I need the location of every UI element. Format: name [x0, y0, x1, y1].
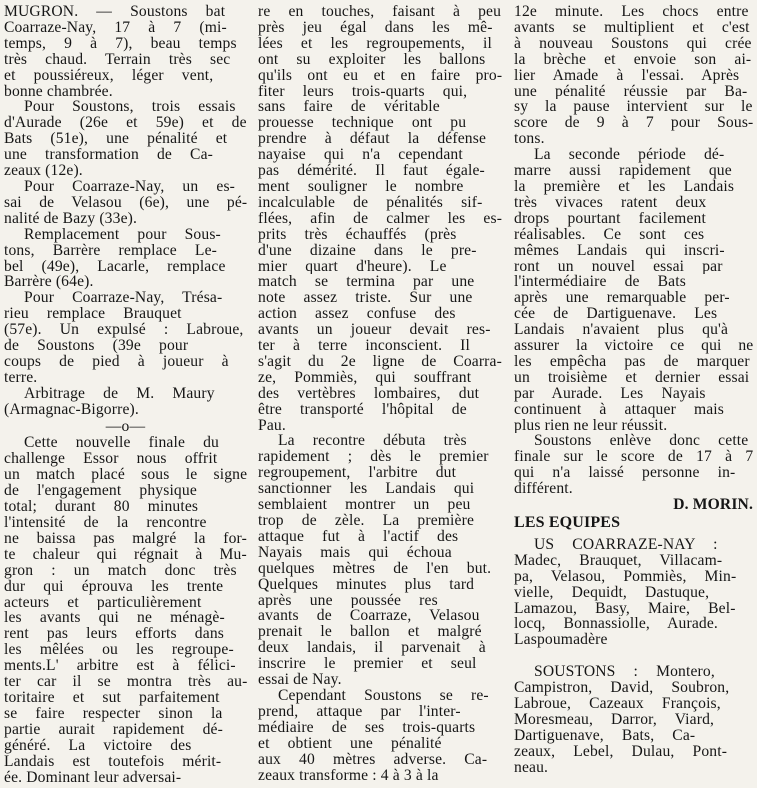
text-line: Coarraze-Nay, 17 à 7 (mi-: [4, 19, 227, 36]
text-line: partie aurait rapidement dé-: [4, 721, 223, 738]
text-line: quelques mètres de l'en but.: [258, 560, 492, 577]
text-line: d'Aurade (26e et 59e) et de: [4, 115, 247, 132]
coarraze-replacements: [4, 290, 247, 385]
text-line: les mêlées ou les regroupe-: [4, 642, 234, 659]
text-line: temps, 9 à 7), beau temps: [4, 35, 237, 52]
text-line: tons, Barrère remplace Le-: [4, 242, 218, 259]
text-line: regroupement, l'arbitre dut: [258, 465, 457, 482]
text-line: dur qui éprouva les trente: [4, 578, 224, 595]
text-line: ter car il se montra très au-: [4, 674, 247, 690]
match-report-continued: [258, 4, 502, 433]
text-line: différent.: [514, 481, 573, 498]
text-line: médiaire de ses trois-quarts: [258, 719, 476, 736]
match-report-intro: [4, 435, 247, 785]
text-line: US COARRAZE-NAY :: [534, 536, 718, 553]
text-line: vielle, Dequidt, Dastuque,: [514, 584, 710, 601]
text-line: Laspoumadère: [514, 632, 608, 649]
text-line: une transformation de Ca-: [4, 147, 213, 164]
text-line: continuent à attaquer mais: [514, 401, 725, 418]
article-column-2: [258, 4, 502, 783]
text-line: Barrère (64e).: [4, 274, 94, 291]
text-line: cée de Dartiguenave. Les: [514, 306, 718, 323]
text-line: pas démérité. Il faut égale-: [258, 163, 485, 179]
text-line: lées et les regroupements, il: [258, 35, 492, 52]
text-line: les empêcha pas de marquer: [514, 353, 750, 370]
text-line: Dartiguenave, Bats, Ca-: [514, 727, 696, 744]
text-line: des vertèbres lombaires, dut: [258, 385, 480, 402]
text-line: se faire respecter sinon la: [4, 705, 223, 722]
text-line: MUGRON. — Soustons bat: [4, 4, 226, 20]
text-line: ne baissa pas malgré la for-: [4, 530, 247, 547]
text-line: rapidement ; dès le premier: [258, 449, 489, 466]
text-line: Labroue, Cazeaux François,: [514, 696, 721, 712]
text-line: Arbitrage de M. Maury: [24, 385, 215, 402]
text-line: rieu remplace Brauquet: [4, 306, 182, 323]
text-line: mêmes Landais qui inscri-: [514, 242, 725, 259]
text-line: prenait le ballon et malgré: [258, 624, 482, 641]
text-line: sans faire de véritable: [258, 99, 440, 116]
text-line: Pour Coarraze-Nay, Trésa-: [24, 290, 223, 307]
text-line: zeaux transforme : 4 à 3 à la: [258, 767, 439, 784]
text-line: semblaient montrer un peu: [258, 497, 471, 513]
text-line: ront un nouvel essai par: [514, 258, 723, 275]
text-line: (57e). Un expulsé : Labroue,: [4, 322, 244, 339]
text-line: Nayais mais qui échoua: [258, 544, 452, 561]
text-line: un troisième et dernier essai: [514, 369, 750, 386]
text-line: Quelques minutes plus tard: [258, 576, 475, 593]
text-line: Moresmeau, Darror, Viard,: [514, 711, 715, 728]
text-line: terre.: [4, 369, 38, 386]
text-line: un match placé sous le signe: [4, 467, 247, 484]
text-line: neau.: [514, 759, 549, 776]
text-line: bonne chambrée.: [4, 83, 113, 100]
text-line: flées, afin de calmer les es-: [258, 210, 502, 227]
text-line: sanctionner les Landais qui: [258, 481, 475, 498]
text-line: nalité de Bazy (33e).: [4, 210, 138, 227]
text-line: score de 9 à 7 pour Sous-: [514, 115, 753, 132]
text-line: réalisables. Ce sont ces: [514, 226, 705, 243]
text-line: la brèche et envoie son ai-: [514, 51, 752, 68]
text-line: locq, Bonnassiolle, Aurade.: [514, 616, 718, 633]
text-line: près jeu égal dans les mê-: [258, 19, 493, 36]
text-line: Madec, Brauquet, Villacam-: [514, 552, 723, 569]
text-line: l'intensité de la rencontre: [4, 515, 207, 531]
text-line: 12e minute. Les chocs entre: [514, 4, 749, 20]
text-line: de Soustons (39e pour: [4, 338, 189, 354]
text-line: et poussiéreux, léger vent,: [4, 67, 214, 84]
referee-info: [4, 386, 247, 418]
text-line: assurer la victoire ce qui ne: [514, 338, 753, 354]
text-line: Cette nouvelle finale du: [24, 435, 219, 452]
text-line: qui n'a laissé personne in-: [514, 465, 736, 482]
text-line: à nouveau Soustons qui crée: [514, 35, 752, 52]
conclusion-paragraph: [514, 433, 753, 497]
text-line: prouesse technique ont pu: [258, 115, 467, 132]
text-line: et obtient une pénalité: [258, 735, 442, 752]
text-line: ment souligner le nombre: [258, 178, 464, 195]
text-line: La seconde période dé-: [534, 147, 725, 164]
text-line: deux landais, il parvenait à: [258, 640, 486, 657]
second-half-paragraph: [514, 147, 753, 433]
text-line: SOUSTONS : Montero,: [534, 664, 715, 681]
text-line: zeaux (12e).: [4, 163, 83, 179]
text-line: trop de zèle. La première: [258, 513, 475, 529]
text-line: toritaire et sut parfaitement: [4, 689, 220, 706]
text-line: par Aurade. Les Nayais: [514, 385, 706, 402]
text-line: la première et les Landais: [514, 178, 735, 195]
text-line: coups de pied à joueur à: [4, 353, 229, 370]
text-line: être transporté l'hôpital de: [258, 401, 467, 418]
text-line: fiter leurs trois-quarts qui,: [258, 83, 468, 100]
text-line: attaque fut à l'actif des: [258, 528, 459, 545]
text-line: Landais est toutefois mérit-: [4, 753, 222, 770]
article-column-1: [4, 4, 247, 785]
text-line: sy la pause intervient sur le: [514, 99, 753, 116]
text-line: ont su exploiter les ballons: [258, 51, 486, 68]
soustons-response-paragraph: [258, 688, 502, 783]
text-line: après une remarquable per-: [514, 290, 730, 307]
match-start-paragraph: [258, 433, 502, 688]
text-line: Lamazou, Basy, Maire, Bel-: [514, 600, 736, 617]
text-line: note assez triste. Sur une: [258, 290, 473, 307]
text-line: avants un joueur devait res-: [258, 322, 491, 339]
text-line: ée. Dominant leur adversai-: [4, 769, 182, 786]
text-line: prendre à défaut la défense: [258, 131, 487, 148]
text-line: acteurs et particulièrement: [4, 594, 202, 611]
team-coarraze-nay: [514, 537, 753, 648]
text-line: zeaux, Lebel, Dulau, Pont-: [514, 743, 728, 760]
text-line: prits très échauffés (près: [258, 226, 457, 243]
text-line: nayaise qui n'a cependant: [258, 147, 463, 164]
text-line: ter à terre inconscient. Il: [258, 338, 471, 354]
text-line: Soustons enlève donc cette: [534, 433, 749, 450]
text-line: ments.L' arbitre est à félici-: [4, 658, 236, 675]
text-line: généré. La victoire des: [4, 737, 192, 754]
text-line: bel (49e), Lacarle, remplace: [4, 258, 226, 275]
first-half-end-paragraph: [514, 4, 753, 147]
text-line: Campistron, David, Soubron,: [514, 680, 730, 697]
soustons-scorers: [4, 99, 247, 179]
text-line: ze, Pommiès, qui souffrant: [258, 369, 472, 386]
text-line: total; durant 80 minutes: [4, 499, 199, 515]
text-line: Landais n'avaient plus qu'à: [514, 322, 729, 339]
section-separator: —o—: [105, 417, 146, 435]
text-line: Cependant Soustons se re-: [278, 687, 489, 704]
text-line: Pour Coarraze-Nay, un es-: [24, 178, 236, 195]
text-line: plus rien ne leur réussit.: [514, 417, 668, 434]
text-line: match se termina par une: [258, 274, 475, 291]
text-line: challenge Essor nous offrit: [4, 451, 218, 468]
text-line: s'agit du 2e ligne de Coarra-: [258, 353, 502, 370]
text-line: essai de Nay.: [258, 672, 342, 688]
article-column-3: [514, 4, 753, 776]
text-line: finale sur le score de 17 à 7: [514, 449, 753, 466]
text-line: prend, attaque par l'inter-: [258, 703, 461, 720]
text-line: aux 40 mètres adverse. Ca-: [258, 751, 488, 768]
text-line: (Armagnac-Bigorre).: [4, 401, 139, 418]
text-line: rent pas leurs efforts dans: [4, 626, 224, 643]
text-line: après une poussée res: [258, 592, 438, 609]
text-line: avants de Coarraze, Velasou: [258, 608, 480, 625]
text-line: avants se multiplient et c'est: [514, 19, 750, 36]
teams-heading: LES EQUIPES: [514, 514, 621, 531]
text-line: sai de Velasou (6e), une pé-: [4, 194, 247, 211]
text-line: te chaleur qui régnait à Mu-: [4, 546, 247, 563]
text-line: qu'ils ont eu et en faire pro-: [258, 67, 502, 84]
text-line: pa, Velasou, Pommiès, Min-: [514, 568, 737, 585]
text-line: une pénalité réussie par Ba-: [514, 83, 748, 100]
text-line: incalculable de pénalités sif-: [258, 194, 483, 211]
text-line: marre aussi rapidement que: [514, 163, 732, 179]
author-signature: D. MORIN.: [673, 496, 753, 514]
text-line: re en touches, faisant à peu: [258, 4, 502, 20]
coarraze-scorers: [4, 179, 247, 227]
text-line: Bats (51e), une pénalité et: [4, 131, 228, 148]
match-summary: [4, 4, 247, 99]
text-line: l'intermédiaire de Bats: [514, 274, 686, 291]
soustons-replacements: [4, 227, 247, 291]
text-line: action assez confuse des: [258, 306, 456, 323]
team-soustons: [514, 664, 753, 775]
text-line: de l'engagement physique: [4, 483, 197, 500]
text-line: Remplacement pour Sous-: [24, 226, 221, 243]
text-line: inscrire le premier et seul: [258, 656, 477, 673]
text-line: mier quart d'heure). Le: [258, 258, 447, 275]
text-line: Pau.: [258, 417, 286, 434]
text-line: tons.: [514, 131, 545, 148]
text-line: très chaud. Terrain très sec: [4, 51, 231, 68]
text-line: d'une dizaine dans le pre-: [258, 242, 477, 259]
text-line: les avants qui ne ménagè-: [4, 610, 225, 627]
text-line: gron : un match donc très: [4, 562, 237, 579]
text-line: Pour Soustons, trois essais: [24, 99, 236, 116]
text-line: La recontre débuta très: [278, 433, 467, 450]
text-line: lier Amade à l'essai. Après: [514, 67, 740, 84]
text-line: drops pourtant facilement: [514, 210, 706, 227]
text-line: très vivaces ratent deux: [514, 194, 707, 211]
